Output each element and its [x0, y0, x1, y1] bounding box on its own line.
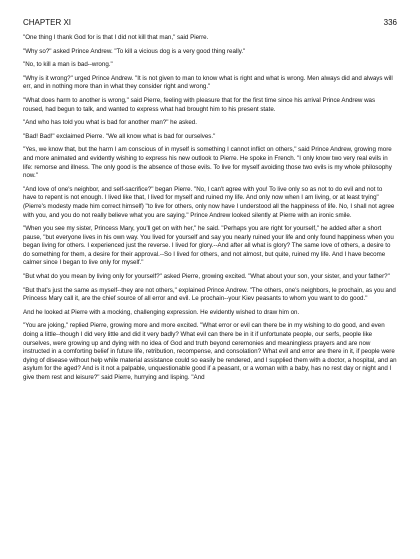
paragraph-9: "And love of one's neighbor, and self-sacrifice?" began Pierre. "No, I can't agree with you! To live only so as not to do evil and not to have to repent is not enough. I lived like that, I lived for myself and ruined my life. And only now when I am living, or at least trying" (Pierre's modesty made him correct himself) "to live for others, only now have I understood all the happiness of life. No, I shall not agree with you, and you do not really believe what you are saying." Prince Andrew looked silently at Pierre with an ironic smile.: [23, 185, 395, 219]
paragraph-7: "Bad! Bad!" exclaimed Pierre. "We all know what is bad for ourselves.": [23, 132, 216, 140]
paragraph-6: "And who has told you what is bad for another man?" he asked.: [23, 119, 197, 127]
paragraph-1: "One thing I thank God for is that I did not kill that man," said Pierre.: [23, 34, 209, 41]
paragraph-13: And he looked at Pierre with a mocking, challenging expression. He evidently wished to draw him on.: [23, 308, 300, 316]
paragraph-14: "You are joking," replied Pierre, growing more and more excited. "What error or evil can there be in my wishing to do good, and even doing a little--though I did very little and did it very badly? What evil can there be in it if unfortunate people, our serfs, people like ourselves, were growing up and dying with no idea of God and truth beyond ceremonies and meaningless prayers and are now instructed in a comforting belief in future life, retribution, recompense, and consolation? What evil and error are there in it, if people were dying of disease without help while material assistance could so easily be rendered, and I supplied them with a doctor, a hospital, and an asylum for the aged? And is it not a palpable, unquestionable good if a peasant, or a woman with a baby, has no rest day or night and I give them rest and leisure?" said Pierre, hurrying and lisping. "And: [23, 322, 397, 381]
paragraph-5: "What does harm to another is wrong," said Pierre, feeling with pleasure that for the first time since his arrival Prince Andrew was roused, had begun to talk, and wanted to express what had brought him to his present state.: [23, 96, 376, 113]
paragraph-8: "Yes, we know that, but the harm I am conscious of in myself is something I cannot inflict on others," said Prince Andrew, growing more and more animated and evidently wishing to express his new outlook to Pierre. He spoke in French. "I only know two very real evils in life: remorse and illness. The only good is the absence of those evils. To live for myself avoiding those two evils is my whole philosophy now.": [23, 146, 392, 180]
paragraph-2: "Why so?" asked Prince Andrew. "To kill a vicious dog is a very good thing really.": [23, 47, 246, 55]
page-body: [23, 34, 397, 383]
paragraph-3: "No, to kill a man is bad--wrong.": [23, 61, 113, 69]
chapter-title: CHAPTER XI: [23, 18, 72, 27]
paragraph-10: "When you see my sister, Princess Mary, you'll get on with her," he said. "Perhaps you are right for yourself," he added after a short pause, "but everyone lives in his own way. You lived for yourself and say you nearly ruined your life and only found happiness when you began living for others. I experienced just the reverse. I lived for glory.--And after all what is glory? The same love of others, a desire to do something for them, a desire for their approval.--So I lived for others, and not almost, but quite, ruined my life. And I have become calmer since I began to live only for myself.": [23, 225, 394, 267]
paragraph-11: "But what do you mean by living only for yourself?" asked Pierre, growing excited. "What about your son, your sister, and your father?": [23, 273, 390, 281]
paragraph-4: "Why is it wrong?" urged Prince Andrew. "It is not given to man to know what is right and what is wrong. Men always did and always will err, and in nothing more than in what they consider right and wrong.": [23, 74, 393, 91]
page-header: [23, 18, 397, 28]
paragraph-12: "But that's just the same as myself--they are not others," explained Prince Andrew. "The others, one's neighbors, le prochain, as you and Princess Mary call it, are the chief source of all error and evil. Le prochain--your Kiev peasants to whom you want to do good.": [23, 286, 396, 303]
page-number: 336: [383, 18, 397, 27]
